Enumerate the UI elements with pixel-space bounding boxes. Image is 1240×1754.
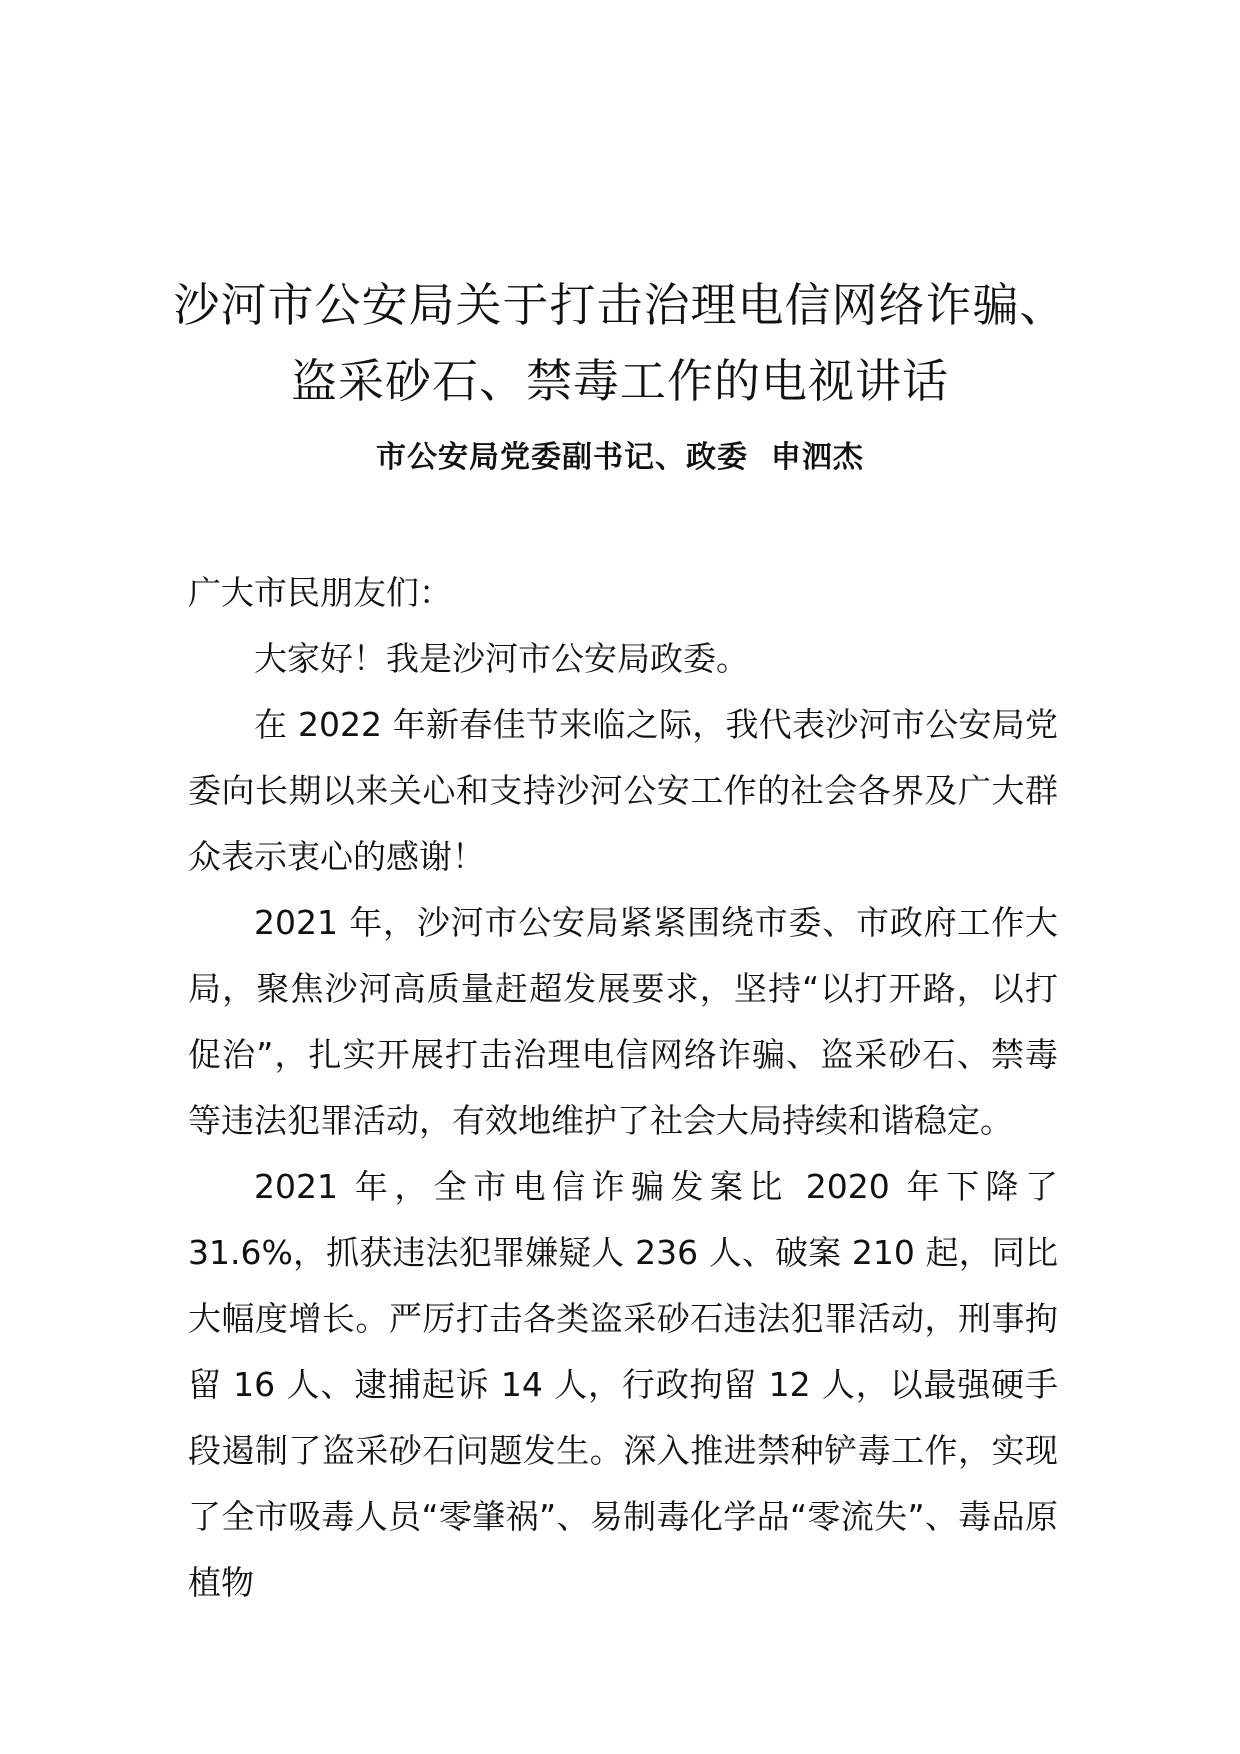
document-title: [0, 267, 1240, 419]
title-line-1: 沙河市公安局关于打击治理电信网络诈骗、: [173, 277, 1067, 332]
author-line: 市公安局党委副书记、政委 申泗杰: [376, 440, 864, 475]
title-line-2: 盗采砂石、禁毒工作的电视讲话: [291, 353, 949, 408]
document-body: [188, 560, 1058, 1616]
paragraph-thanks: 在 2022 年新春佳节来临之际，我代表沙河市公安局党委向长期以来关心和支持沙河公安工作的社会各界及广大群众表示衷心的感谢！: [188, 705, 1058, 876]
salutation: 广大市民朋友们：: [188, 573, 452, 612]
paragraph-summary: 2021 年，沙河市公安局紧紧围绕市委、市政府工作大局，聚焦沙河高质量赶超发展要求，坚持“以打开路，以打促治”，扎实开展打击治理电信网络诈骗、盗采砂石、禁毒等违法犯罪活动，有效地维护了社会大局持续和谐稳定。: [188, 903, 1058, 1140]
paragraph-results: 2021 年，全市电信诈骗发案比 2020 年下降了 31.6%，抓获违法犯罪嫌疑人 236 人、破案 210 起，同比大幅度增长。严厉打击各类盗采砂石违法犯罪活动，刑事拘留 16 人、逮捕起诉 14 人，行政拘留 12 人，以最强硬手段遏制了盗采砂石问题发生。深入推进禁种铲毒工作，实现了全市吸毒人员“零肇祸”、易制毒化学品“零流失”、毒品原植物: [188, 1167, 1058, 1602]
paragraph-greeting: 大家好！我是沙河市公安局政委。: [254, 639, 749, 678]
